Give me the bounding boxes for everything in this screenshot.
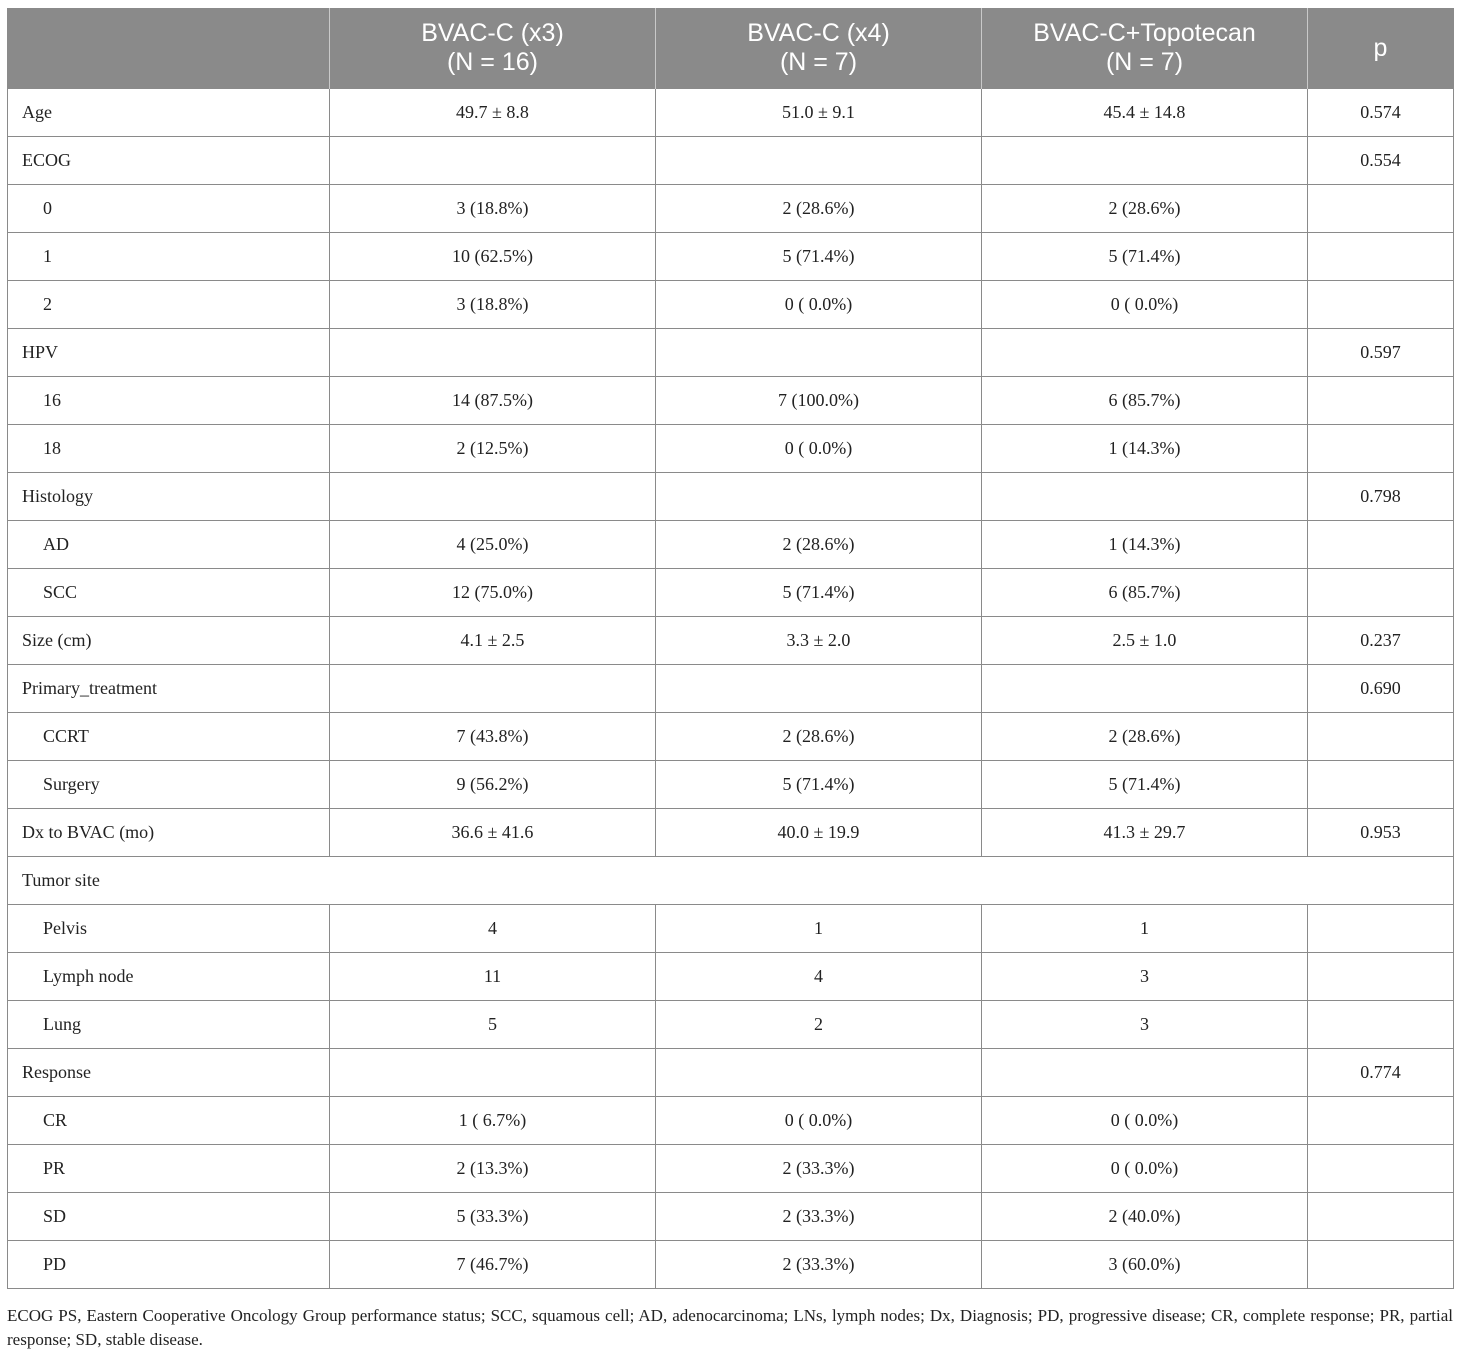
value-cell-c2: 3.3 ± 2.0	[656, 617, 982, 665]
table-row	[8, 1097, 1454, 1145]
row-label: ECOG	[8, 137, 330, 185]
p-value-cell	[1308, 569, 1454, 617]
table-row	[8, 521, 1454, 569]
value-cell-c2	[656, 473, 982, 521]
value-cell-c3: 1 (14.3%)	[982, 425, 1308, 473]
header-line: (N = 7)	[779, 48, 858, 76]
header-cell-variable	[8, 8, 330, 89]
value-cell-c1: 12 (75.0%)	[330, 569, 656, 617]
row-label: Lung	[8, 1001, 330, 1049]
value-cell-c3: 41.3 ± 29.7	[982, 809, 1308, 857]
header-line: BVAC-C+Topotecan	[1033, 19, 1256, 47]
value-cell-c2: 51.0 ± 9.1	[656, 89, 982, 137]
row-label: Lymph node	[8, 953, 330, 1001]
value-cell-c2: 0 ( 0.0%)	[656, 425, 982, 473]
value-cell-c3: 45.4 ± 14.8	[982, 89, 1308, 137]
table-row	[8, 713, 1454, 761]
value-cell-c3: 6 (85.7%)	[982, 377, 1308, 425]
header-cell-bvac-topotecan	[982, 8, 1308, 89]
table-row	[8, 1001, 1454, 1049]
p-value-cell	[1308, 281, 1454, 329]
value-cell-c3	[982, 329, 1308, 377]
table-row	[8, 905, 1454, 953]
value-cell-c2	[656, 329, 982, 377]
value-cell-c3: 2 (28.6%)	[982, 713, 1308, 761]
table-row	[8, 329, 1454, 377]
value-cell-c1: 5 (33.3%)	[330, 1193, 656, 1241]
row-label: Pelvis	[8, 905, 330, 953]
table-row	[8, 233, 1454, 281]
row-label: PD	[8, 1241, 330, 1289]
table-row	[8, 473, 1454, 521]
row-label: CR	[8, 1097, 330, 1145]
value-cell-c2: 2 (33.3%)	[656, 1241, 982, 1289]
value-cell-c1: 4.1 ± 2.5	[330, 617, 656, 665]
p-value-cell: 0.237	[1308, 617, 1454, 665]
value-cell-c3: 5 (71.4%)	[982, 761, 1308, 809]
p-value-cell	[1308, 1097, 1454, 1145]
header-line: BVAC-C (x4)	[747, 19, 890, 47]
row-label: CCRT	[8, 713, 330, 761]
value-cell-c1	[330, 1049, 656, 1097]
value-cell-c3	[982, 137, 1308, 185]
p-value-cell	[1308, 185, 1454, 233]
value-cell-c2: 2	[656, 1001, 982, 1049]
table-row	[8, 1049, 1454, 1097]
row-label: 0	[8, 185, 330, 233]
value-cell-c3	[982, 473, 1308, 521]
row-label: 18	[8, 425, 330, 473]
value-cell-c3: 6 (85.7%)	[982, 569, 1308, 617]
value-cell-c2: 7 (100.0%)	[656, 377, 982, 425]
row-label: Response	[8, 1049, 330, 1097]
row-label: Size (cm)	[8, 617, 330, 665]
header-row	[8, 8, 1454, 89]
row-label: Age	[8, 89, 330, 137]
row-label: HPV	[8, 329, 330, 377]
row-label: SCC	[8, 569, 330, 617]
p-value-cell: 0.953	[1308, 809, 1454, 857]
p-value-cell	[1308, 953, 1454, 1001]
value-cell-c1: 4	[330, 905, 656, 953]
row-label: 16	[8, 377, 330, 425]
p-value-cell	[1308, 521, 1454, 569]
value-cell-c2: 1	[656, 905, 982, 953]
table-row	[8, 377, 1454, 425]
table-row	[8, 809, 1454, 857]
value-cell-c3: 3	[982, 1001, 1308, 1049]
value-cell-c3: 3	[982, 953, 1308, 1001]
value-cell-c1: 10 (62.5%)	[330, 233, 656, 281]
row-label: SD	[8, 1193, 330, 1241]
value-cell-c2: 0 ( 0.0%)	[656, 1097, 982, 1145]
value-cell-c1	[330, 473, 656, 521]
row-label: 1	[8, 233, 330, 281]
p-value-cell: 0.574	[1308, 89, 1454, 137]
value-cell-c3: 1	[982, 905, 1308, 953]
value-cell-c1	[330, 329, 656, 377]
value-cell-c3	[982, 1049, 1308, 1097]
value-cell-c2: 2 (28.6%)	[656, 713, 982, 761]
value-cell-c3: 0 ( 0.0%)	[982, 1145, 1308, 1193]
p-value-cell	[1308, 233, 1454, 281]
table-row	[8, 569, 1454, 617]
table-row	[8, 89, 1454, 137]
value-cell-c2: 4	[656, 953, 982, 1001]
row-label: Tumor site	[8, 857, 1454, 905]
value-cell-c2: 40.0 ± 19.9	[656, 809, 982, 857]
value-cell-c1: 1 ( 6.7%)	[330, 1097, 656, 1145]
table-row	[8, 665, 1454, 713]
p-value-cell	[1308, 761, 1454, 809]
value-cell-c1: 2 (12.5%)	[330, 425, 656, 473]
table-row	[8, 617, 1454, 665]
value-cell-c1: 7 (46.7%)	[330, 1241, 656, 1289]
value-cell-c1	[330, 665, 656, 713]
header-cell-bvac-x4	[656, 8, 982, 89]
value-cell-c2	[656, 1049, 982, 1097]
value-cell-c1: 9 (56.2%)	[330, 761, 656, 809]
value-cell-c3: 3 (60.0%)	[982, 1241, 1308, 1289]
row-label: Dx to BVAC (mo)	[8, 809, 330, 857]
table-row	[8, 761, 1454, 809]
table-row	[8, 137, 1454, 185]
value-cell-c2: 2 (28.6%)	[656, 185, 982, 233]
value-cell-c1: 2 (13.3%)	[330, 1145, 656, 1193]
row-label: Primary_treatment	[8, 665, 330, 713]
p-value-cell	[1308, 1145, 1454, 1193]
header-line: BVAC-C (x3)	[421, 19, 564, 47]
p-value-cell: 0.554	[1308, 137, 1454, 185]
p-value-cell	[1308, 905, 1454, 953]
value-cell-c2: 0 ( 0.0%)	[656, 281, 982, 329]
table-row	[8, 1145, 1454, 1193]
p-value-cell	[1308, 1241, 1454, 1289]
p-value-cell	[1308, 425, 1454, 473]
value-cell-c1: 3 (18.8%)	[330, 281, 656, 329]
value-cell-c1: 7 (43.8%)	[330, 713, 656, 761]
row-label: Histology	[8, 473, 330, 521]
p-value-cell: 0.774	[1308, 1049, 1454, 1097]
value-cell-c2	[656, 665, 982, 713]
value-cell-c3: 5 (71.4%)	[982, 233, 1308, 281]
p-value-cell: 0.798	[1308, 473, 1454, 521]
p-value-cell	[1308, 377, 1454, 425]
table-row	[8, 281, 1454, 329]
value-cell-c1: 14 (87.5%)	[330, 377, 656, 425]
value-cell-c1	[330, 137, 656, 185]
value-cell-c3: 0 ( 0.0%)	[982, 281, 1308, 329]
value-cell-c2: 5 (71.4%)	[656, 569, 982, 617]
value-cell-c1: 4 (25.0%)	[330, 521, 656, 569]
value-cell-c2: 5 (71.4%)	[656, 233, 982, 281]
value-cell-c2	[656, 137, 982, 185]
patient-characteristics-table	[7, 8, 1454, 1289]
row-label: PR	[8, 1145, 330, 1193]
value-cell-c2: 2 (33.3%)	[656, 1145, 982, 1193]
p-value-cell: 0.597	[1308, 329, 1454, 377]
value-cell-c3: 1 (14.3%)	[982, 521, 1308, 569]
value-cell-c3: 2 (28.6%)	[982, 185, 1308, 233]
row-label: 2	[8, 281, 330, 329]
value-cell-c3: 2.5 ± 1.0	[982, 617, 1308, 665]
table-row	[8, 953, 1454, 1001]
value-cell-c3	[982, 665, 1308, 713]
p-value-cell	[1308, 1193, 1454, 1241]
header-cell-p-value	[1308, 8, 1454, 89]
row-label: Surgery	[8, 761, 330, 809]
header-cell-bvac-x3	[330, 8, 656, 89]
value-cell-c2: 2 (28.6%)	[656, 521, 982, 569]
table-footnote: ECOG PS, Eastern Cooperative Oncology Group performance status; SCC, squamous cell; AD, adenocarcinoma; LNs, lymph nodes; Dx, Diagnosis; PD, progressive disease; CR, complete response; PR, partial response; SD, stable disease.	[7, 1306, 1453, 1349]
p-value-cell	[1308, 1001, 1454, 1049]
value-cell-c1: 11	[330, 953, 656, 1001]
p-value-cell: 0.690	[1308, 665, 1454, 713]
table-row	[8, 1241, 1454, 1289]
table-container	[7, 8, 1453, 1289]
value-cell-c1: 36.6 ± 41.6	[330, 809, 656, 857]
header-line: p	[1373, 33, 1388, 62]
value-cell-c2: 5 (71.4%)	[656, 761, 982, 809]
value-cell-c2: 2 (33.3%)	[656, 1193, 982, 1241]
table-row	[8, 1193, 1454, 1241]
p-value-cell	[1308, 713, 1454, 761]
table-row	[8, 857, 1454, 905]
header-line: (N = 16)	[446, 48, 538, 76]
value-cell-c3: 0 ( 0.0%)	[982, 1097, 1308, 1145]
table-row	[8, 425, 1454, 473]
value-cell-c3: 2 (40.0%)	[982, 1193, 1308, 1241]
value-cell-c1: 49.7 ± 8.8	[330, 89, 656, 137]
row-label: AD	[8, 521, 330, 569]
value-cell-c1: 5	[330, 1001, 656, 1049]
table-row	[8, 185, 1454, 233]
header-line: (N = 7)	[1105, 48, 1184, 76]
value-cell-c1: 3 (18.8%)	[330, 185, 656, 233]
